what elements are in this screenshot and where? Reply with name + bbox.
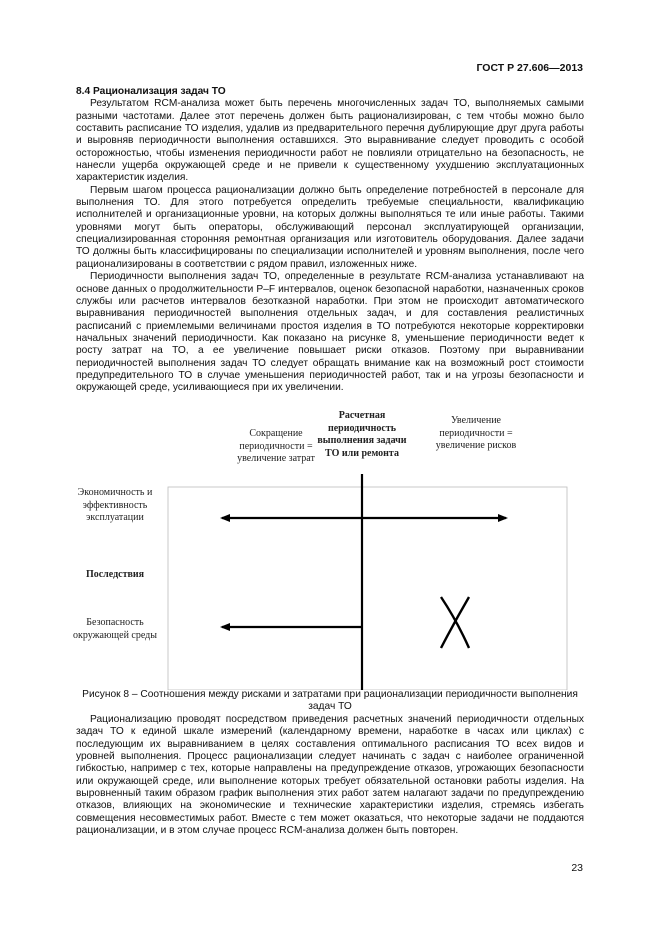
section-body-continued (76, 714, 584, 837)
label-shorter-interval: Сокращение периодичности = увеличение затрат (237, 428, 315, 464)
standard-header: ГОСТ Р 27.606—2013 (476, 62, 583, 74)
section-title: 8.4 Рационализация задач ТО (76, 86, 226, 97)
paragraph-1: Результатом RCM-анализа может быть перечень многочисленных задач ТО, выполняемых самыми разными частотами. Далее этот перечень должен быть рационализирован, с тем чтобы можно было составить расписание ТО изделия, удалив из предварительного перечня дублирующие друг друга работы и выровняв периодичности выполнения оставшихся. Это выравнивание следует проводить с особой осторожностью, чтобы изменения периодичности работ не повлияли отрицательно на безопасность, не нанесли ущерба окружающей среде и не привели к существенному ухудшению эксплуатационных характеристик изделия. (76, 98, 584, 184)
label-row-economy: Экономичность и эффективность эксплуатации (77, 487, 153, 523)
label-nominal-interval: Расчетная периодичность выполнения задачи ТО или ремонта (317, 410, 407, 459)
paragraph-3: Периодичности выполнения задач ТО, определенные в результате RCM-анализа устанавливают на основе данных о продолжительности P–F интервалов, оценок безопасной наработки, назначенных сроков службы или расчетов интервалов безотказной наработки. При этом не происходит автоматического выравнивания периодичностей выполнения отдельных задач, и для составления реалистичных расписаний с приемлемыми величинами простоя изделия в ТО потребуются некоторые корректировки начальных значений периодичности. Как показано на рисунке 8, уменьшение периодичности ведет к росту затрат на ТО, а ее увеличение повышает риски отказов. Поэтому при выравнивании периодичностей выполнения задач ТО следует обращать внимание как на возможный рост стоимости предупредительного ТО в случае уменьшения периодичностей работ, так и на угрозы безопасности и окружающей среде, усиливающиеся при их увеличении. (76, 271, 584, 394)
figure-caption: Рисунок 8 – Соотношения между рисками и затратами при рационализации периодичности выполнения задач ТО (82, 689, 578, 713)
label-row-safety: Безопасность окружающей среды (73, 617, 157, 641)
page-number: 23 (571, 862, 583, 874)
figure-8 (60, 408, 580, 690)
label-row-consequences: Последствия (85, 569, 145, 580)
label-longer-interval: Увеличение периодичности = увеличение рисков (435, 415, 517, 451)
paragraph-4: Рационализацию проводят посредством приведения расчетных значений периодичности отдельных задач ТО к единой шкале измерений (календарному времени, наработке в часах или циклах) с последующим их выравниванием в целях составления оптимального расписания ТО всех видов и уровней выполнения. Процесс рационализации следует начинать с задач с наиболее ограниченной гибкостью, например с тех, которые направлены на предупреждение отказов, угрожающих безопасности или окружающей среде, или выполнение которых требует обязательной остановки работы изделия. На выровненный таким образом график выполнения этих работ затем налагают задачи по предупреждению отказов, влияющих на экономические и технические характеристики изделия, стремясь избегать совмещения несовместимых работ. Вместе с тем может оказаться, что некоторые задачи не поддаются рационализации, и в этом случае процесс RCM-анализа должен быть повторен. (76, 714, 584, 837)
paragraph-2: Первым шагом процесса рационализации должно быть определение потребностей в персонале для выполнения ТО. Для этого потребуется определить требуемые специальности, квалификацию исполнителей и организационные уровни, на которых должны выполняться те или иные работы. Такими уровнями могут быть операторы, обслуживающий персонал эксплуатирующей организации, специализированная сторонняя ремонтная организация или изготовитель оборудования. Далее задачи ТО должны быть классифицированы по специализации исполнителей и уровням выполнения, после чего рационализированы в соответствии с рядом правил, изложенных ниже. (76, 184, 584, 270)
section-body (76, 86, 584, 395)
cross-mark (441, 597, 469, 648)
